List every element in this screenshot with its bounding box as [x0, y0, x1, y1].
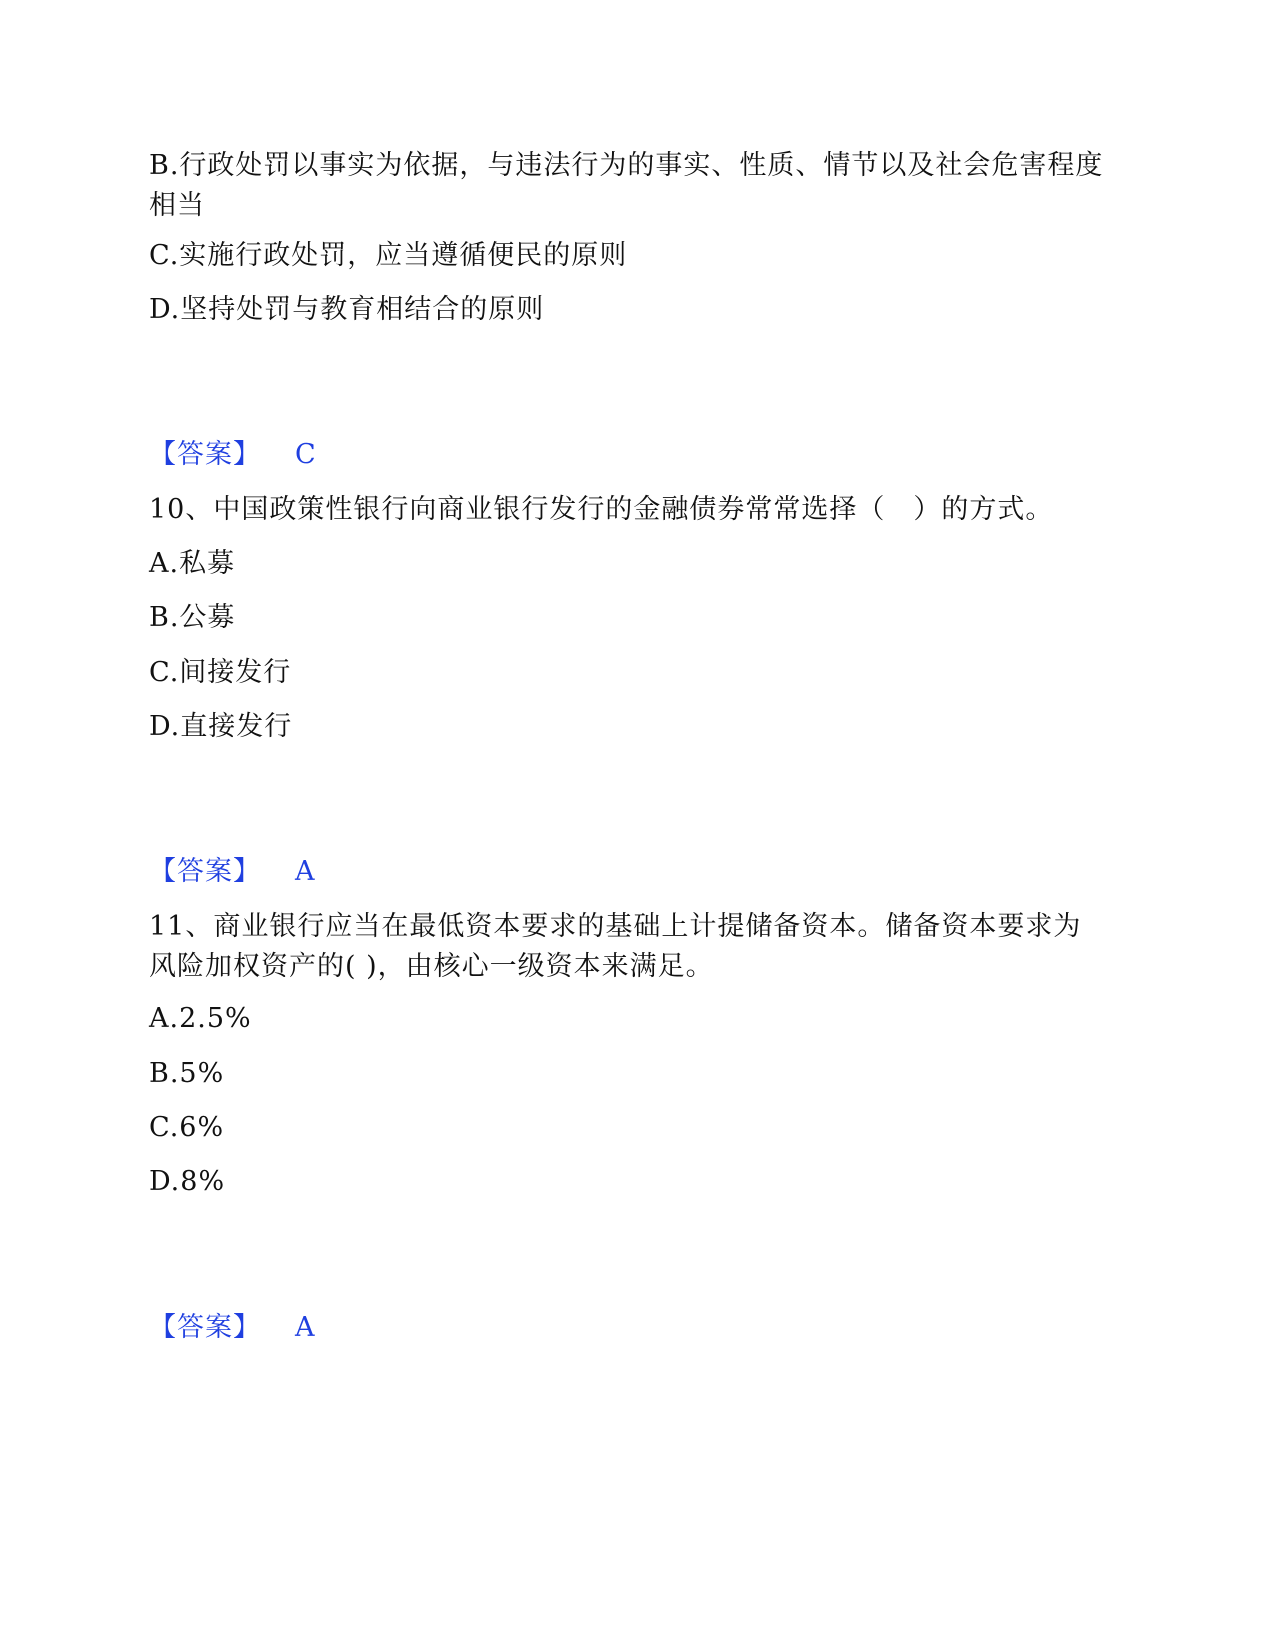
q9-option-d: D.坚持处罚与教育相结合的原则 [149, 294, 545, 325]
answer-11 [149, 1308, 316, 1348]
q10-option-c: C.间接发行 [149, 657, 292, 688]
q11-option-a: A.2.5% [149, 1003, 252, 1034]
q11-option-b: B.5% [149, 1058, 225, 1089]
answer-label: 【答案】 [149, 856, 261, 887]
q11-stem: 11、商业银行应当在最低资本要求的基础上计提储备资本。储备资本要求为风险加权资产的( )，由核心一级资本来满足。 [149, 911, 1082, 982]
q10-option-b: B.公募 [149, 602, 236, 633]
answer-label: 【答案】 [149, 1312, 261, 1343]
q11-option-d: D.8% [149, 1166, 226, 1197]
q10-option-a: A.私募 [149, 548, 236, 579]
q9-option-c: C.实施行政处罚，应当遵循便民的原则 [149, 240, 628, 271]
q10-stem: 10、中国政策性银行向商业银行发行的金融债券常常选择（ ）的方式。 [149, 494, 1054, 525]
answer-9 [149, 435, 317, 475]
q11-option-c: C.6% [149, 1112, 225, 1143]
q10-option-d: D.直接发行 [149, 711, 293, 742]
answer-value: C [295, 439, 317, 470]
answer-value: A [295, 856, 316, 887]
answer-value: A [295, 1312, 316, 1343]
q9-option-b: B.行政处罚以事实为依据，与违法行为的事实、性质、情节以及社会危害程度相当 [149, 150, 1104, 221]
answer-10 [149, 852, 316, 892]
answer-label: 【答案】 [149, 439, 261, 470]
